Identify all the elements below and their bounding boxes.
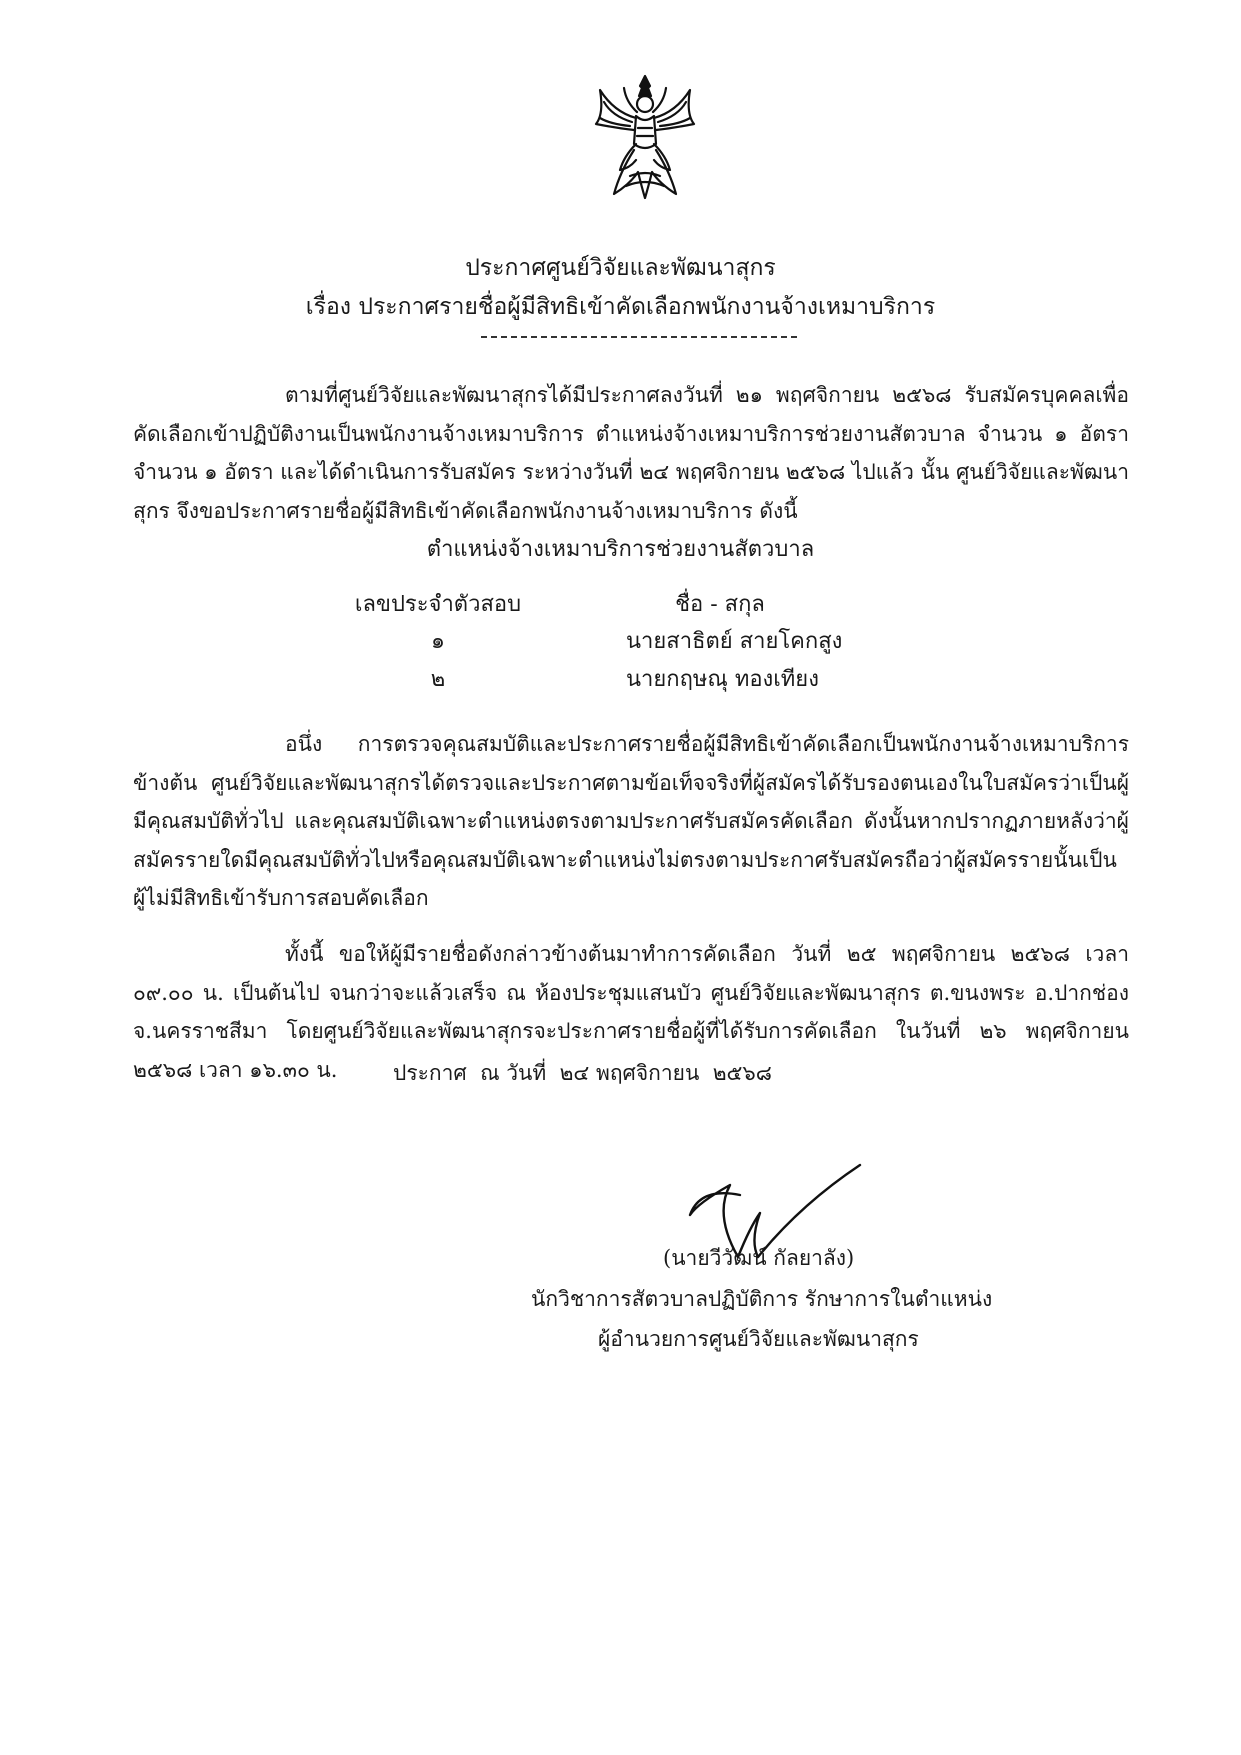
candidate-exam-id: ๑: [431, 629, 445, 654]
announcement-subject: เรื่อง ประกาศรายชื่อผู้มีสิทธิเข้าคัดเลือกพนักงานจ้างเหมาบริการ: [305, 294, 936, 320]
column-header-exam-id: เลขประจำตัวสอบ: [354, 592, 522, 617]
title-divider: [481, 336, 797, 338]
candidate-exam-id: ๒: [430, 667, 446, 692]
paragraph-qualification-text: อนึ่ง การตรวจคุณสมบัติและประกาศรายชื่อผู้มีสิทธิเข้าคัดเลือกเป็นพนักงานจ้างเหมาบริการข้างต้น ศูนย์วิจัยและพัฒนาสุกรได้ตรวจและประกาศตามข้อเท็จจริงที่ผู้สมัครได้รับรองตนเองในใบสมัครว่าเป็นผู้มีคุณสมบัติทั่วไป และคุณสมบัติเฉพาะตำแหน่งตรงตามประกาศรับสมัครคัดเลือก ดังนั้นหากปรากฏภายหลังว่าผู้สมัครรายใดมีคุณสมบัติทั่วไปหรือคุณสมบัติเฉพาะตำแหน่งไม่ตรงตามประกาศรับสมัครถือว่าผู้สมัครรายนั้นเป็นผู้ไม่มีสิทธิเข้ารับการสอบคัดเลือก: [133, 732, 1129, 910]
candidate-name: นายกฤษณุ ทองเทียง: [626, 667, 819, 692]
candidate-row: [0, 623, 1241, 659]
candidate-row: [0, 661, 1241, 697]
signatory-name: (นายวีวัฒน์ กัลยาลัง): [663, 1246, 855, 1270]
signatory-position-acting: ผู้อำนวยการศูนย์วิจัยและพัฒนาสุกร: [598, 1327, 919, 1351]
announcement-date: ประกาศ ณ วันที่ ๒๔ พฤศจิกายน ๒๕๖๘: [393, 1061, 772, 1085]
paragraph-intro: [133, 376, 1129, 530]
signatory-position: นักวิชาการสัตวบาลปฏิบัติการ รักษาการในตำแหน่ง: [531, 1287, 993, 1311]
column-header-name: ชื่อ - สกุล: [675, 592, 765, 617]
paragraph-intro-text: ตามที่ศูนย์วิจัยและพัฒนาสุกรได้มีประกาศลงวันที่ ๒๑ พฤศจิกายน ๒๕๖๘ รับสมัครบุคคลเพื่อคัดเลือกเข้าปฏิบัติงานเป็นพนักงานจ้างเหมาบริการ ตำแหน่งจ้างเหมาบริการช่วยงานสัตวบาล จำนวน ๑ อัตรา จำนวน ๑ อัตรา และได้ดำเนินการรับสมัคร ระหว่างวันที่ ๒๔ พฤศจิกายน ๒๕๖๘ ไปแล้ว นั้น ศูนย์วิจัยและพัฒนาสุกร จึงขอประกาศรายชื่อผู้มีสิทธิเข้าคัดเลือกพนักงานจ้างเหมาบริการ ดังนี้: [133, 383, 1130, 523]
paragraph-qualification-note: [133, 725, 1129, 918]
paragraph-schedule-text: ทั้งนี้ ขอให้ผู้มีรายชื่อดังกล่าวข้างต้นมาทำการคัดเลือก วันที่ ๒๕ พฤศจิกายน ๒๕๖๘ เวลา ๐๙.๐๐ น. เป็นต้นไป จนกว่าจะแล้วเสร็จ ณ ห้องประชุมแสนบัว ศูนย์วิจัยและพัฒนาสุกร ต.ขนงพระ อ.ปากช่อง จ.นครราชสีมา โดยศูนย์วิจัยและพัฒนาสุกรจะประกาศรายชื่อผู้ที่ได้รับการคัดเลือก ในวันที่ ๒๖ พฤศจิกายน ๒๕๖๘ เวลา ๑๖.๓๐ น.: [133, 942, 1129, 1082]
candidate-name: นายสาธิตย์ สายโคกสูง: [626, 629, 843, 654]
announcement-title: ประกาศศูนย์วิจัยและพัฒนาสุกร: [465, 255, 776, 281]
position-title: ตำแหน่งจ้างเหมาบริการช่วยงานสัตวบาล: [426, 537, 815, 562]
garuda-emblem-icon: [590, 72, 700, 204]
